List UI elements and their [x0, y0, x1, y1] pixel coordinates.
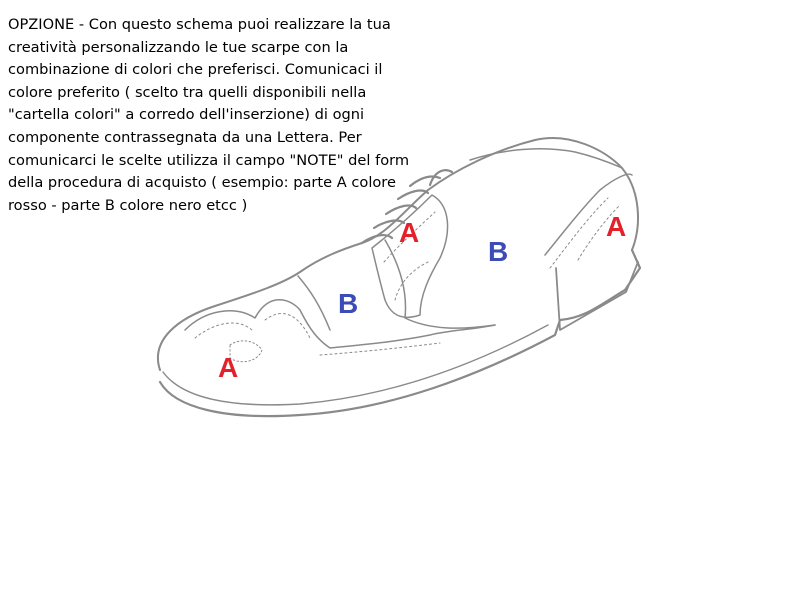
shoe-outline [158, 138, 638, 370]
instructions-text: OPZIONE - Con questo schema puoi realizzare la tua creatività personalizzando le tue scarpe con la combinazione di colori che preferisci. Comunicaci il colore preferito ( scelto tra quelli disponibili nella "cartella colori" a corredo dell'inserzione) di ogni componente contrassegnata da una Lettera. Per comunicarci le scelte utilizza il campo "NOTE" del form della procedura di acquisto ( esempio: parte A colore rosso - parte B colore nero etcc ) [8, 16, 410, 214]
part-label-vamp: B [338, 288, 359, 319]
part-label-heel-counter: A [606, 211, 627, 242]
part-label-eyestay: A [399, 217, 420, 248]
eyestay-outline [372, 195, 448, 317]
part-label-toe-cap: A [218, 352, 239, 383]
toe-cap-perforation [195, 313, 440, 355]
part-label-quarter: B [488, 236, 509, 267]
quarter-seam [298, 240, 495, 330]
